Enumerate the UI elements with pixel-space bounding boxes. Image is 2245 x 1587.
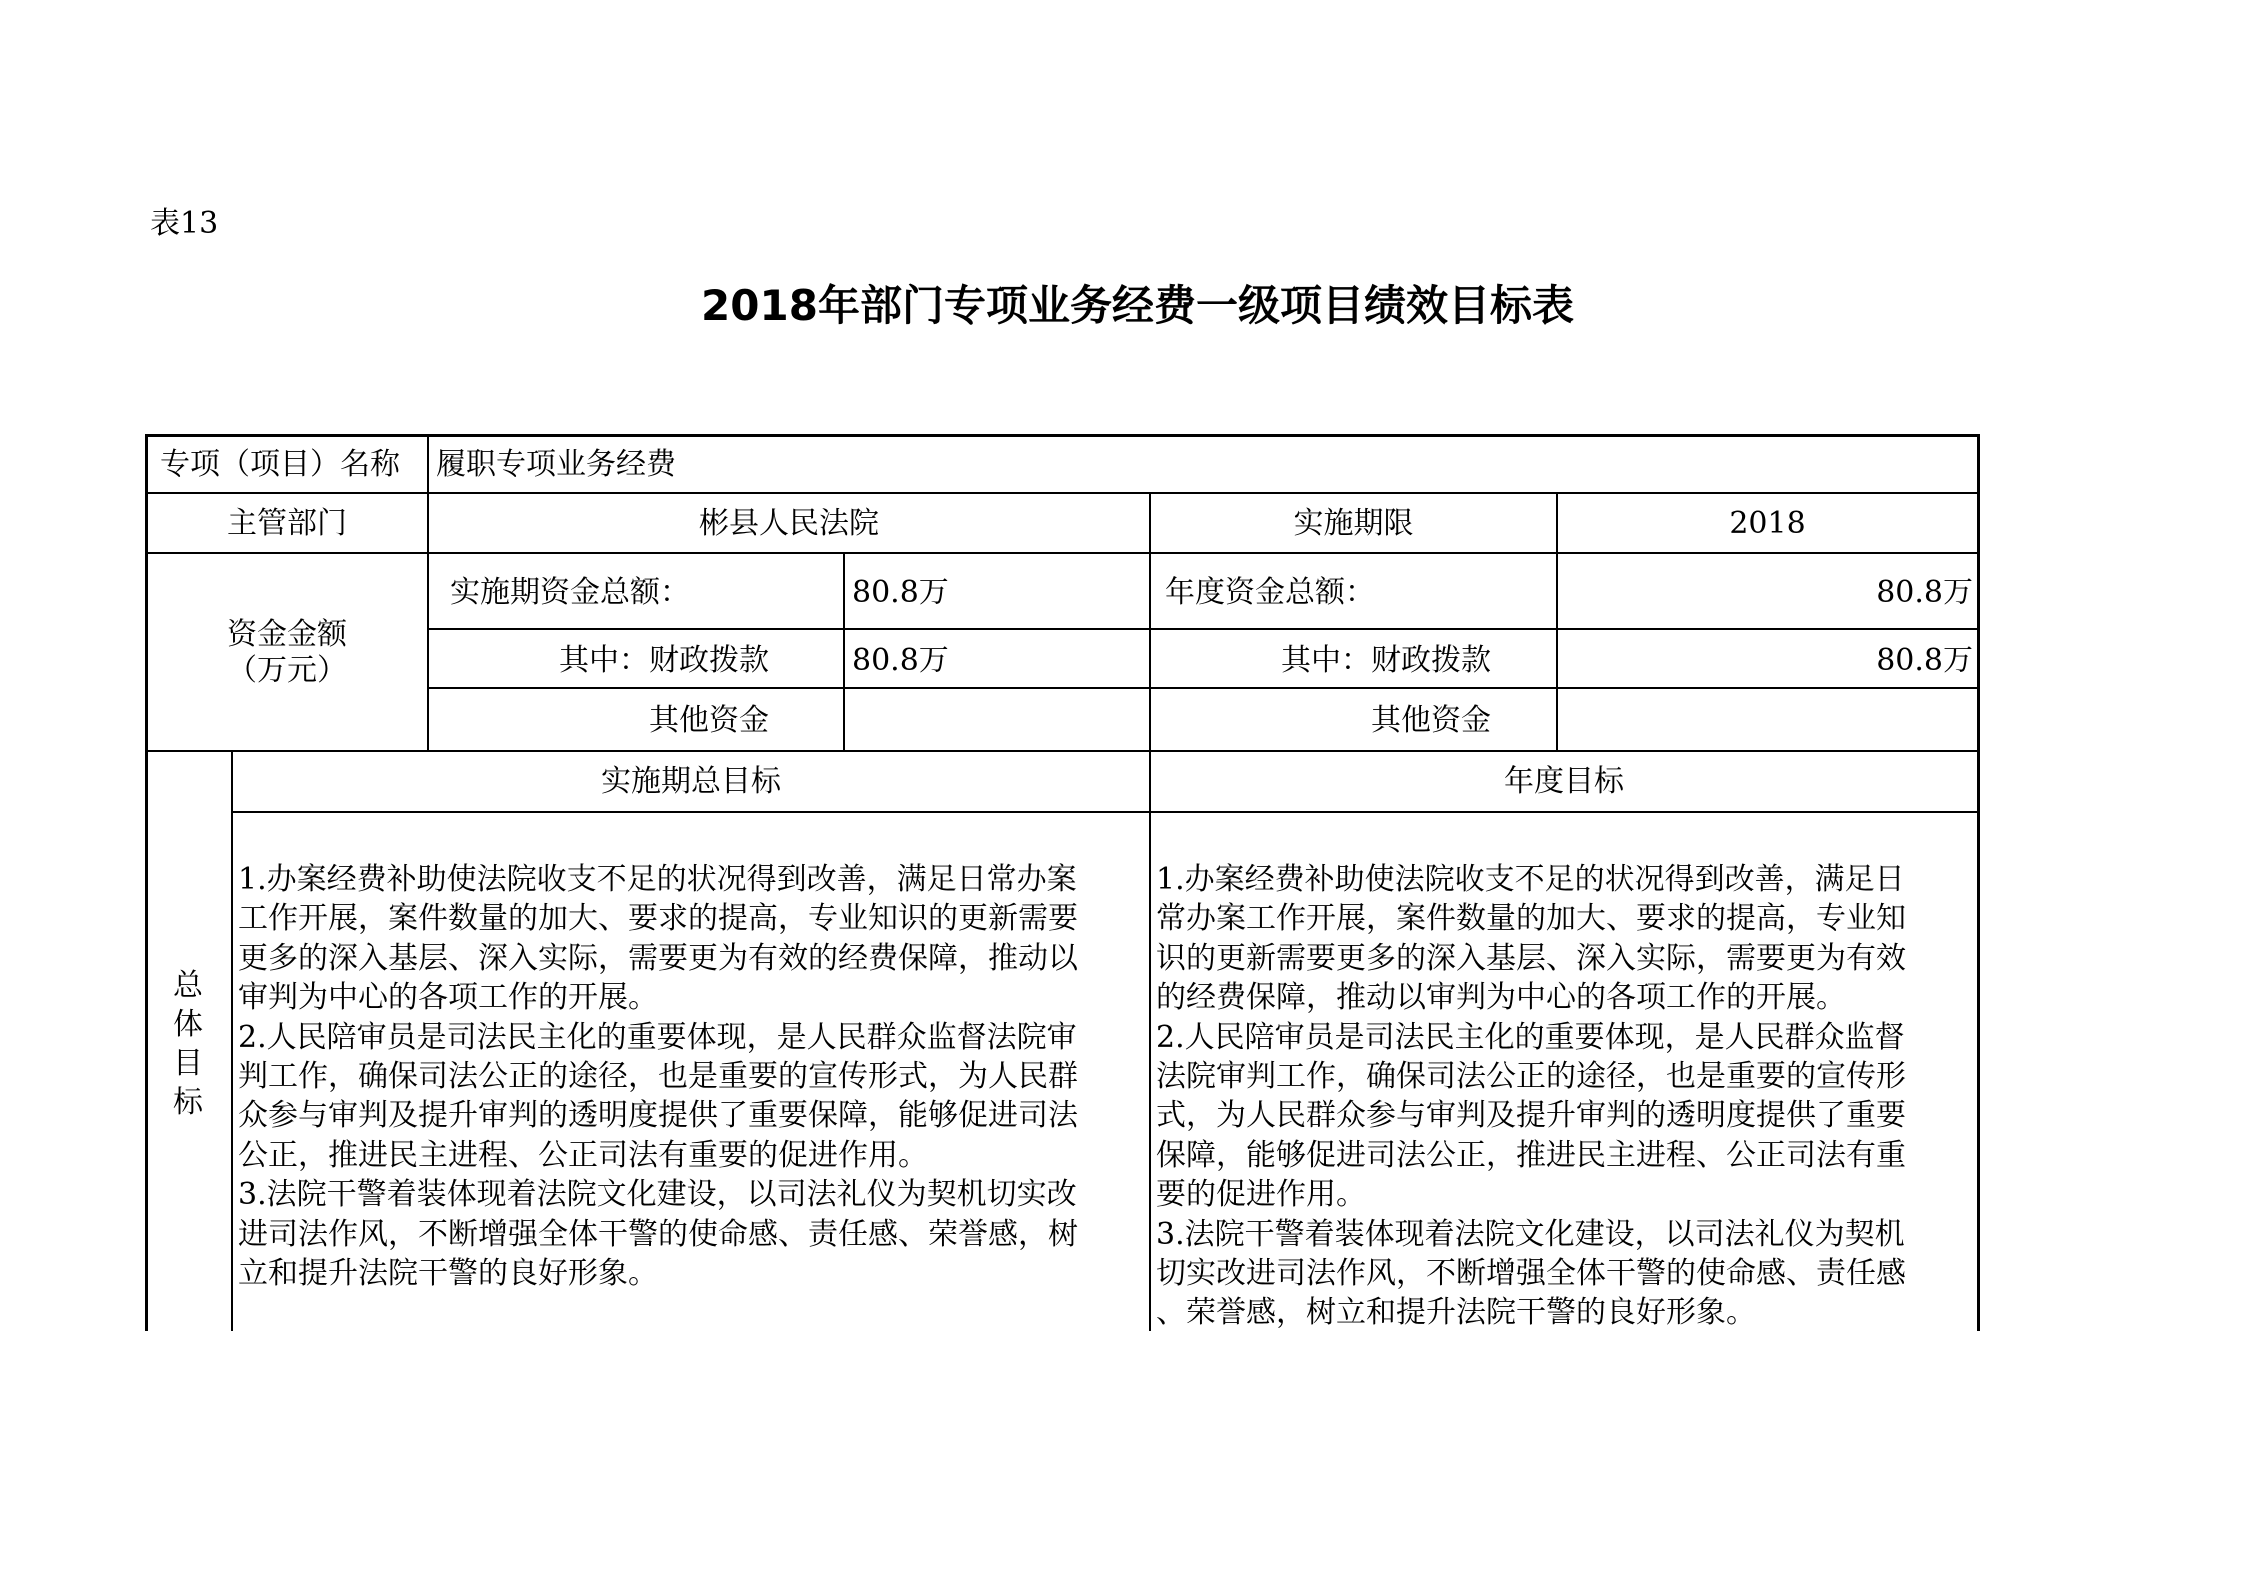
text-line: 2.人民陪审员是司法民主化的重要体现，是人民群众监督 (1156, 1019, 1905, 1055)
table-top-border (145, 434, 1980, 437)
total-period-label: 实施期资金总额： (450, 575, 690, 610)
fiscal-year-label: 其中：财政拨款 (1281, 643, 1491, 678)
col-divider (231, 750, 233, 1331)
other-year-label: 其他资金 (1371, 703, 1491, 738)
funds-label: 资金金额 (227, 617, 347, 652)
text-line: 1.办案经费补助使法院收支不足的状况得到改善，满足日 (1156, 862, 1905, 897)
fiscal-period-value: 80.8万 (852, 643, 949, 678)
text-line: 众参与审判及提升审判的透明度提供了重要保障，能够促进司法 (238, 1098, 1078, 1134)
text-line: 法院审判工作，确保司法公正的途径，也是重要的宣传形 (1156, 1059, 1906, 1095)
period-value: 2018 (1729, 506, 1806, 541)
project-name-label: 专项（项目）名称 (160, 447, 400, 482)
text-line: 3.法院干警着装体现着法院文化建设，以司法礼仪为契机 (1156, 1216, 1905, 1252)
text-line: 的经费保障，推动以审判为中心的各项工作的开展。 (1156, 980, 1846, 1016)
period-goal-header: 实施期总目标 (601, 764, 781, 799)
dept-label: 主管部门 (227, 506, 347, 541)
row-divider (145, 492, 1980, 494)
side-char: 体 (173, 1007, 203, 1042)
total-year-label: 年度资金总额： (1165, 575, 1375, 610)
text-line: 立和提升法院干警的良好形象。 (238, 1256, 658, 1292)
text-line: 保障，能够促进司法公正，推进民主进程、公正司法有重 (1156, 1137, 1906, 1173)
text-line: 切实改进司法作风，不断增强全体干警的使命感、责任感 (1156, 1256, 1906, 1292)
text-line: 2.人民陪审员是司法民主化的重要体现，是人民群众监督法院审 (238, 1019, 1077, 1055)
text-line: 式，为人民群众参与审判及提升审判的透明度提供了重要 (1156, 1098, 1906, 1134)
text-line: 、荣誉感，树立和提升法院干警的良好形象。 (1156, 1295, 1756, 1331)
text-line: 工作开展，案件数量的加大、要求的提高，专业知识的更新需要 (238, 901, 1078, 937)
text-line: 常办案工作开展，案件数量的加大、要求的提高，专业知 (1156, 901, 1906, 937)
year-goal-header: 年度目标 (1504, 764, 1624, 799)
text-line: 更多的深入基层、深入实际，需要更为有效的经费保障，推动以 (238, 940, 1078, 976)
goals-side-label (168, 966, 208, 1122)
total-period-value: 80.8万 (852, 575, 949, 610)
year-goal-text (1156, 860, 1906, 1333)
text-line: 识的更新需要更多的深入基层、深入实际，需要更为有效 (1156, 940, 1906, 976)
side-char: 总 (173, 968, 203, 1003)
funds-unit-label: （万元） (227, 653, 347, 688)
text-line: 进司法作风，不断增强全体干警的使命感、责任感、荣誉感，树 (238, 1216, 1078, 1252)
row-divider (427, 687, 1980, 689)
row-divider (145, 552, 1980, 554)
table-right-border (1977, 434, 1980, 1331)
page-title: 2018年部门专项业务经费一级项目绩效目标表 (701, 281, 1574, 330)
dept-value: 彬县人民法院 (699, 506, 879, 541)
side-char: 目 (173, 1046, 203, 1081)
side-char: 标 (173, 1085, 203, 1120)
total-year-value: 80.8万 (1876, 575, 1973, 610)
row-divider (231, 811, 1980, 813)
col-divider (427, 434, 429, 751)
text-line: 判工作，确保司法公正的途径，也是重要的宣传形式，为人民群 (238, 1059, 1078, 1095)
row-divider (145, 750, 1980, 752)
table-left-border (145, 434, 148, 1331)
fiscal-period-label: 其中：财政拨款 (559, 643, 769, 678)
text-line: 审判为中心的各项工作的开展。 (238, 980, 658, 1016)
text-line: 1.办案经费补助使法院收支不足的状况得到改善，满足日常办案 (238, 862, 1077, 897)
text-line: 3.法院干警着装体现着法院文化建设，以司法礼仪为契机切实改 (238, 1177, 1077, 1213)
text-line: 公正，推进民主进程、公正司法有重要的促进作用。 (238, 1137, 928, 1173)
col-divider (843, 552, 845, 751)
text-line: 要的促进作用。 (1156, 1177, 1366, 1213)
col-divider (1149, 492, 1151, 1331)
project-name-value: 履职专项业务经费 (436, 447, 676, 482)
row-divider (427, 628, 1980, 630)
period-label: 实施期限 (1293, 506, 1414, 541)
table-number: 表13 (150, 206, 219, 241)
other-period-label: 其他资金 (649, 703, 769, 738)
fiscal-year-value: 80.8万 (1876, 643, 1973, 678)
period-goal-text (238, 860, 1078, 1293)
